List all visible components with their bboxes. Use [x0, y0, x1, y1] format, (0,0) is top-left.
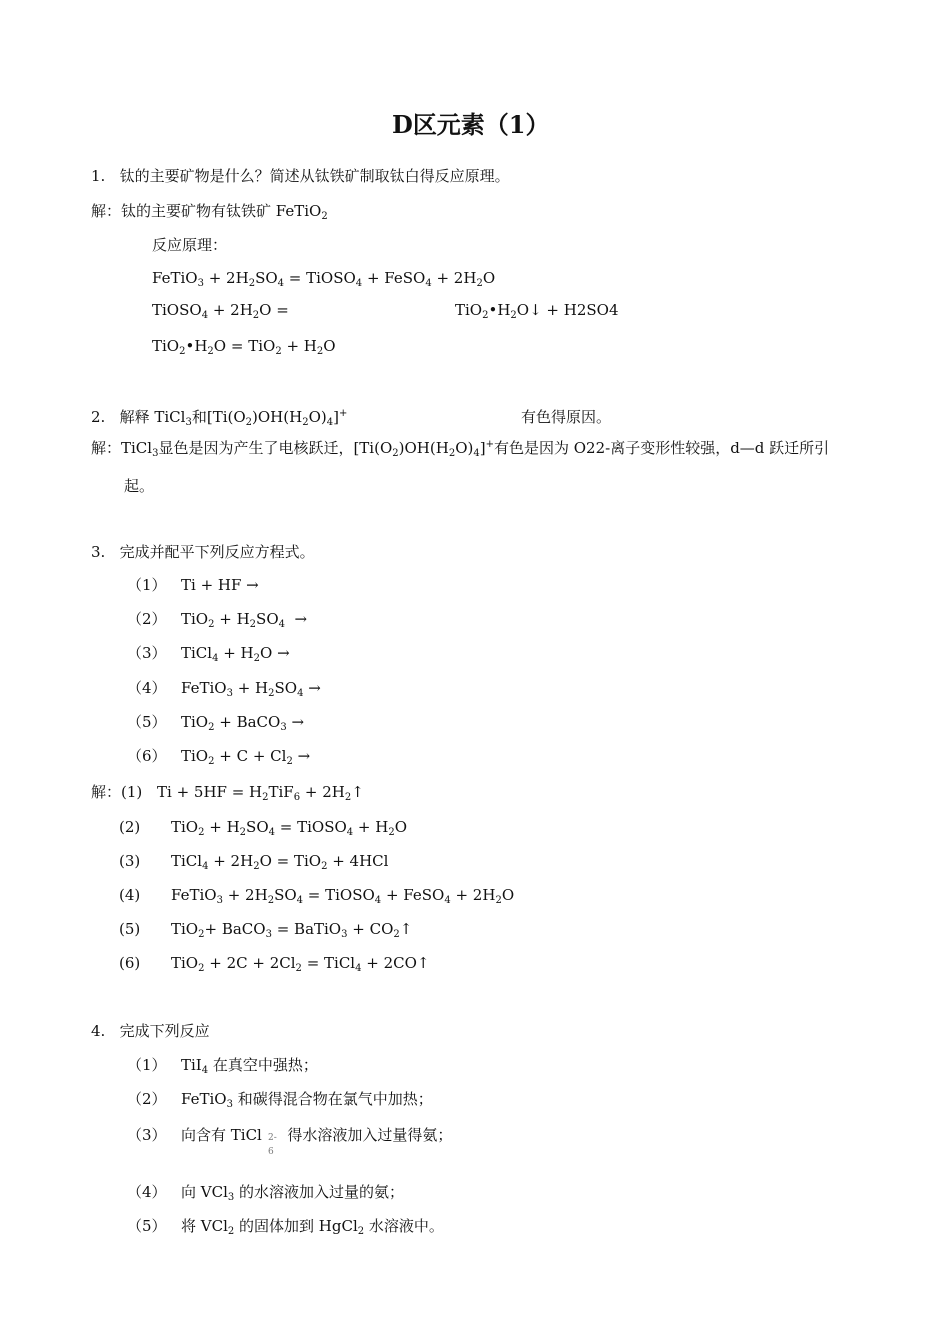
q4-item-num: （1）: [127, 1056, 167, 1074]
q4-item-text: 向 VCl$_3$ 的水溶液加入过量的氨；: [181, 1183, 405, 1203]
q3-question: 3. 完成并配平下列反应方程式。: [91, 543, 315, 561]
q3-item-equation: FeTiO$_3$ + $H_2SO_4$ →: [181, 679, 321, 699]
q1-equation-1: FeTiO$_3$ + $2H_2SO_4$ = TiOSO$_4$ + FeSO$_4$ + $2H_2O$: [152, 269, 496, 289]
q1-equation-2-right: $TiO_2•H_2O↓ + H2SO4$: [455, 301, 619, 321]
q3-item-num: （6）: [127, 747, 167, 765]
page-title: D区元素（1）: [392, 110, 550, 139]
q4-item-num: （4）: [127, 1183, 167, 1201]
q4-item-num: （2）: [127, 1090, 167, 1108]
q4-item-subscript-charge: 2-: [268, 1133, 277, 1143]
q3-answer-equation: TiCl$_4$ + $2H_2O = TiO_2 + 4HCl$: [171, 852, 389, 872]
q3-item-num: （4）: [127, 679, 167, 697]
q3-answer-num: (6): [119, 954, 141, 972]
q1-principle-label: 反应原理：: [152, 236, 228, 254]
q3-answer-num: (4): [119, 886, 141, 904]
q4-item-num: （3）: [127, 1126, 167, 1144]
q3-item-equation: TiCl$_4$ + $H_2O$ →: [181, 644, 290, 664]
q3-item-num: （5）: [127, 713, 167, 731]
q3-answer-label: 解：(1): [91, 783, 143, 801]
q4-item-num: （5）: [127, 1217, 167, 1235]
q4-item-text: 将 VCl$_2$ 的固体加到 HgCl$_2$ 水溶液中。: [181, 1217, 444, 1237]
q3-answer-equation: $TiO_2 + H_2SO_4$ = TiOSO$_4$ + $H_2O$: [171, 818, 408, 838]
q3-answer-num: (2): [119, 818, 141, 836]
q1-equation-3: $TiO_2•H_2O = TiO_2 + H_2O$: [152, 337, 336, 357]
q2-answer: 解：TiCl$_3$显色是因为产生了电核跃迁，$[Ti(O_2)OH(H_2O)_4]^+$有色是因为 O22-离子变形性较强，d—d 跃迁所引: [91, 439, 830, 459]
q3-answer-equation: TiO$_2$+ BaCO$_3$ = BaTiO$_3$ + $CO_2↑$: [171, 920, 413, 940]
q2-question: 2. 解释 TiCl$_3$和$[Ti(O_2)OH(H_2O)_4]^+$: [91, 408, 348, 428]
q4-item-text: 向含有 TiCl 得水溶液加入过量得氨；: [181, 1126, 453, 1144]
q3-item-equation: $TiO_2 + C + Cl_2$ →: [181, 747, 311, 767]
q2-answer-line2: 起。: [124, 477, 155, 495]
q3-item-num: （2）: [127, 610, 167, 628]
q3-item-equation: TiO$_2$ + BaCO$_3$ →: [181, 713, 305, 733]
q1-answer: 解：钛的主要矿物有钛铁矿 FeTiO$_2$: [91, 202, 328, 222]
q3-item-num: （3）: [127, 644, 167, 662]
q3-answer-equation: $Ti + 5HF = H_2TiF_6$ + $2H_2↑$: [157, 783, 364, 803]
q4-item-subscript-count: 6: [268, 1147, 274, 1157]
q2-question-tail: 有色得原因。: [521, 408, 612, 426]
q3-answer-num: (5): [119, 920, 141, 938]
q3-item-num: （1）: [127, 576, 167, 594]
q3-item-equation: $TiO_2 + H_2SO_4$ →: [181, 610, 308, 630]
q3-item-equation: Ti + HF →: [181, 576, 259, 594]
q3-answer-equation: FeTiO$_3$ + $2H_2SO_4$ = TiOSO$_4$ + FeSO$_4$ + $2H_2O$: [171, 886, 515, 906]
q4-item-text: FeTiO$_3$ 和碳得混合物在氯气中加热；: [181, 1090, 433, 1110]
q4-item-text: TiI$_4$ 在真空中强热；: [181, 1056, 318, 1076]
q4-question: 4. 完成下列反应: [91, 1022, 210, 1040]
q1-question: 1. 钛的主要矿物是什么？简述从钛铁矿制取钛白得反应原理。: [91, 167, 510, 185]
q3-answer-equation: $TiO_2 + 2C + 2Cl_2$ = TiCl$_4$ + 2CO↑: [171, 954, 430, 974]
q3-answer-num: (3): [119, 852, 141, 870]
q1-equation-2-left: TiOSO$_4$ + $2H_2O$ =: [152, 301, 289, 321]
